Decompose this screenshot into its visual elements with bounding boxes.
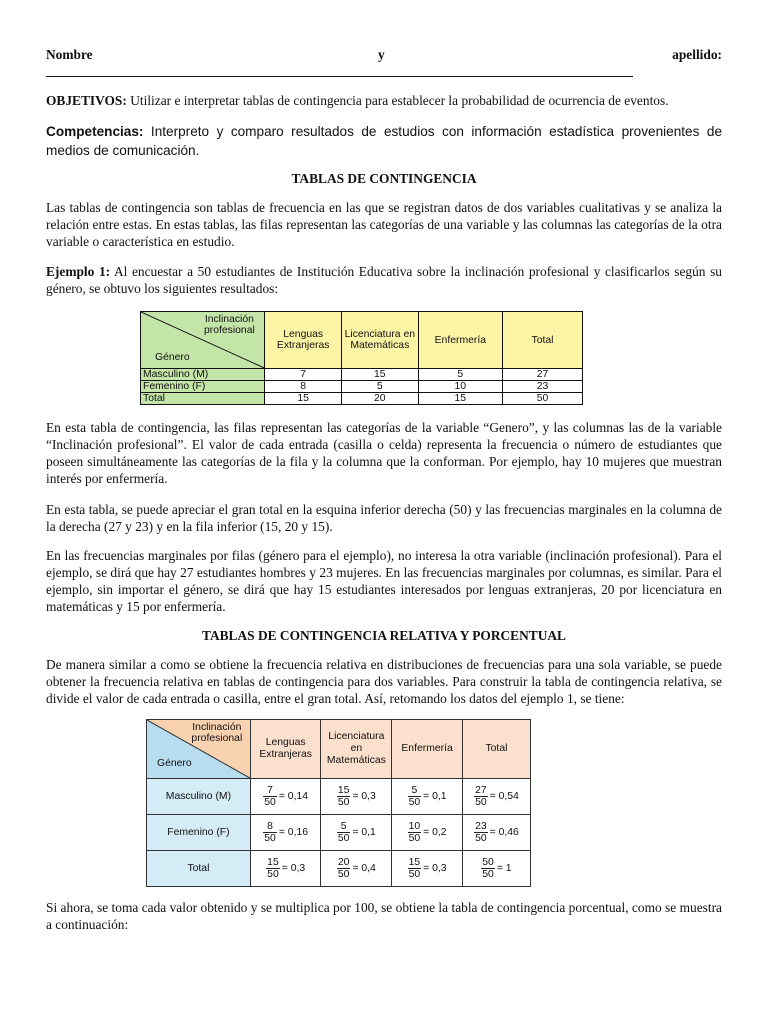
table1-cell: 20 [342,393,419,405]
denominator: 50 [408,869,421,880]
table1-corner-bottom: Género [155,352,190,363]
fraction-result: = 0,2 [423,827,447,838]
table2-col-header: Lenguas Extranjeras [250,720,321,779]
table1-cell: 15 [265,393,342,405]
fraction [337,857,351,880]
numerator: 5 [408,785,422,797]
table2-row-label: Masculino (M) [147,779,251,815]
denominator: 50 [264,797,276,808]
numerator: 7 [263,785,277,797]
objetivos-paragraph [46,92,722,109]
table2-fraction-cell [392,779,463,815]
table2-row-label: Femenino (F) [147,815,251,851]
denominator: 50 [264,833,276,844]
relativa-paragraph: De manera similar a como se obtiene la frecuencia relativa en distribuciones de frecuencias para una sola variable, se puede obtener la frecuencia relativa en tablas de contingencia para dos variables. Para construir la tabla de contingencia relativa, se divide el valor de cada entrada o casilla, entre el gran total. Así, retomando los datos del ejemplo 1, se tiene: [46,657,722,706]
table2-fraction-cell [321,851,392,887]
apellido-label: apellido: [672,47,722,62]
ejemplo-label: Ejemplo 1: [46,264,111,279]
y-label: y [378,47,385,62]
denominator: 50 [475,797,487,808]
fraction [337,821,351,844]
numerator: 20 [337,857,350,868]
numerator: 8 [263,821,277,833]
denominator: 50 [337,869,350,880]
intro-paragraph: Las tablas de contingencia son tablas de frecuencia en las que se registran datos de dos variables cualitativas y se analiza la relación entre estas. En estas tablas, las filas representan las categorías de una variable y las columnas las categorías de la otra variable o característica en estudio. [46,200,722,249]
numerator: 5 [337,821,351,833]
denominator: 50 [337,833,350,844]
table-row [147,851,531,887]
fraction [474,785,488,808]
table1-col-header: Lenguas Extranjeras [265,312,342,369]
numerator: 50 [482,857,494,868]
table-row [147,815,531,851]
fraction-result: = 0,46 [489,827,519,838]
fraction-result: = 0,14 [278,791,309,802]
table1-cell: 15 [342,369,419,381]
table-row [141,381,583,393]
nombre-label: Nombre [46,47,93,62]
fraction-result: = 0,3 [352,791,376,802]
explanation-paragraph-1: En esta tabla de contingencia, las filas representan las categorías de la variable “Genero”, y las columnas las de la variable “Inclinación profesional”. El valor de cada entrada (casilla o celda) representa la frecuencia o número de estudiantes que poseen simultáneamente las categorías de la fila y la columna que la conforman. Por ejemplo, hay 10 mujeres que muestran interés por enfermería. [46,420,722,486]
numerator: 15 [267,857,279,868]
fraction [474,821,488,844]
explanation-paragraph-3: En las frecuencias marginales por filas (género para el ejemplo), no interesa la otra variable (inclinación profesional). Para el ejemplo, se dirá que hay 27 estudiantes hombres y 23 mujeres. En las frecuencias marginales por columnas, es similar. Para el ejemplo, sin importar el género, se dirá que hay 15 estudiantes interesados por lenguas extranjeras, 20 por licenciatura en matemáticas y 15 por enfermería. [46,548,722,614]
table2-fraction-cell [392,851,463,887]
table2-fraction-cell [462,779,530,815]
numerator: 27 [475,785,487,796]
fraction [263,785,277,808]
fraction [408,821,422,844]
competencias-text: Interpreto y comparo resultados de estudios con información estadística provenientes de medios de comunicación. [46,124,723,158]
table2-corner-top: Inclinación profesional [191,722,243,744]
table2-fraction-cell [462,815,530,851]
table1-corner-cell [141,312,265,369]
fraction [266,857,280,880]
denominator: 50 [482,869,494,880]
table2-corner-bottom: Género [157,758,192,769]
fraction [481,857,495,880]
table1-cell: 10 [418,381,502,393]
table-row [147,779,531,815]
table2-fraction-cell [392,815,463,851]
table1-cell: 50 [503,393,583,405]
fraction-result: = 0,1 [423,791,447,802]
table2-corner-cell [147,720,251,779]
explanation-paragraph-2: En esta tabla, se puede apreciar el gran total en la esquina inferior derecha (50) y las frecuencias marginales en la columna de la derecha (27 y 23) y en la fila inferior (15, 20 y 15). [46,502,722,534]
denominator: 50 [408,833,421,844]
relative-contingency-table [146,719,531,887]
table1-cell: 15 [418,393,502,405]
objetivos-text: Utilizar e interpretar tablas de contingencia para establecer la probabilidad de ocurrencia de eventos. [130,93,669,108]
fraction-result: = 0,1 [352,827,376,838]
denominator: 50 [337,797,350,808]
competencias-paragraph [46,122,722,160]
denominator: 50 [475,833,487,844]
objetivos-label: OBJETIVOS: [46,93,127,108]
numerator: 23 [475,821,487,832]
table2-fraction-cell [321,779,392,815]
fraction [263,821,277,844]
table1-col-header: Total [503,312,583,369]
name-underline [46,76,633,77]
numerator: 15 [408,857,421,868]
table2-col-header: Licenciatura en Matemáticas [321,720,392,779]
table1-cell: 8 [265,381,342,393]
table1-row-label: Masculino (M) [141,369,265,381]
table1-cell: 7 [265,369,342,381]
table2-fraction-cell [250,779,321,815]
fraction [408,857,422,880]
fraction-result: = 0,54 [489,791,519,802]
table2-row-label: Total [147,851,251,887]
ejemplo-text: Al encuestar a 50 estudiantes de Institución Educativa sobre la inclinación profesional y clasificarlos según su género, se obtuvo los siguientes resultados: [46,264,722,296]
table1-col-header: Licenciatura en Matemáticas [342,312,419,369]
denominator: 50 [267,869,279,880]
table2-fraction-cell [250,851,321,887]
numerator: 15 [337,785,350,796]
table1-cell: 27 [503,369,583,381]
table-row [141,369,583,381]
fraction-result: = 0,4 [352,863,376,874]
table2-col-header: Enfermería [392,720,463,779]
ejemplo-paragraph [46,263,722,297]
fraction [337,785,351,808]
section-title-contingencia: TABLAS DE CONTINGENCIA [291,171,477,186]
table1-corner-top: Inclinación profesional [203,314,255,336]
table2-fraction-cell [250,815,321,851]
porcentual-paragraph: Si ahora, se toma cada valor obtenido y se multiplica por 100, se obtiene la tabla de contingencia porcentual, como se muestra a continuación: [46,900,722,932]
table1-row-label: Total [141,393,265,405]
table2-fraction-cell [321,815,392,851]
table2-fraction-cell [462,851,530,887]
fraction-result: = 0,3 [281,863,306,874]
contingency-table [140,311,583,405]
table-row [141,393,583,405]
section-title-relativa: TABLAS DE CONTINGENCIA RELATIVA Y PORCENTUAL [202,628,566,643]
table1-col-header: Enfermería [418,312,502,369]
denominator: 50 [408,797,421,808]
table1-cell: 5 [342,381,419,393]
fraction-result: = 0,16 [278,827,309,838]
table1-row-label: Femenino (F) [141,381,265,393]
table2-col-header: Total [462,720,530,779]
table1-cell: 23 [503,381,583,393]
numerator: 10 [408,821,421,832]
table1-cell: 5 [418,369,502,381]
fraction-result: = 0,3 [423,863,447,874]
fraction-result: = 1 [496,863,512,874]
competencias-label: Competencias: [46,124,144,139]
fraction [408,785,422,808]
